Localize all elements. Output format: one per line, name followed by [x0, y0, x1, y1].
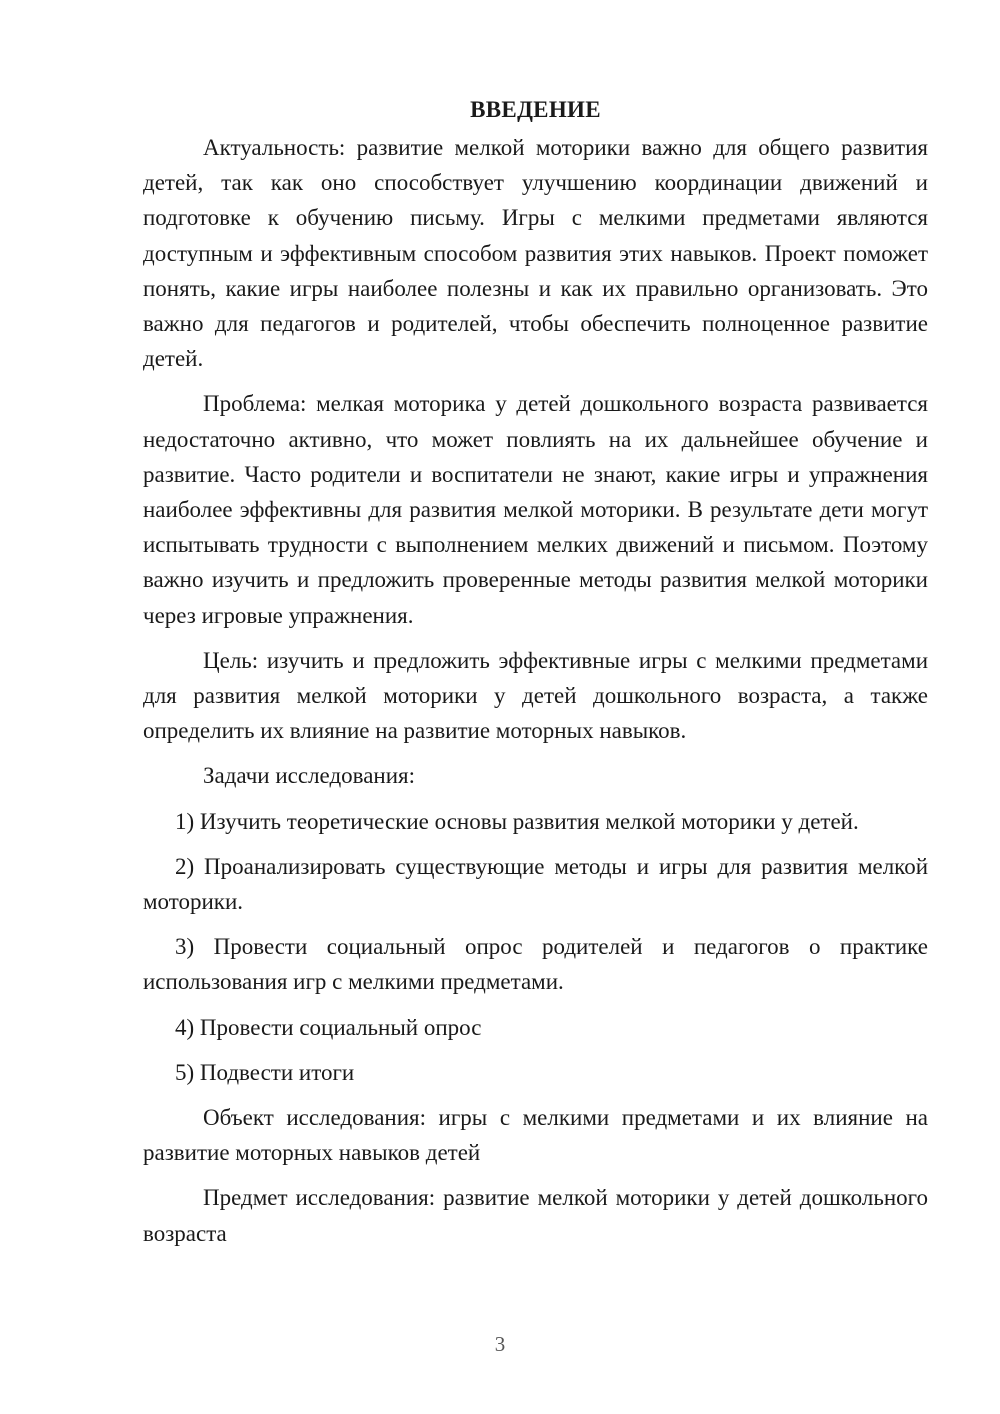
research-object-paragraph: Объект исследования: игры с мелкими предметами и их влияние на развитие моторных навыков детей — [143, 1105, 928, 1166]
task-item: 2) Проанализировать существующие методы и игры для развития мелкой моторики. — [143, 853, 928, 915]
research-subject-paragraph: Предмет исследования: развитие мелкой моторики у детей дошкольного возраста — [143, 1185, 928, 1246]
task-item: 3) Провести социальный опрос родителей и педагогов о практике использования игр с мелкими предметами. — [143, 934, 928, 995]
problem-paragraph: Проблема: мелкая моторика у детей дошкольного возраста развивается недостаточно активно, что может повлиять на их дальнейшее обучение и развитие. Часто родители и воспитатели не знают, какие игры и упражнения наиболее эффективны для развития мелкой моторики. В результате дети могут испытывать трудности с выполнением мелких движений и письмом. Поэтому важно изучить и предложить проверенные методы развития мелкой моторики через игровые упражнения. — [143, 391, 928, 628]
task-item: 1) Изучить теоретические основы развития мелкой моторики у детей. — [175, 808, 859, 834]
goal-paragraph: Цель: изучить и предложить эффективные игры с мелкими предметами для развития мелкой моторики у детей дошкольного возраста, а также определить их влияние на развитие моторных навыков. — [143, 647, 928, 744]
page-title: ВВЕДЕНИЕ — [470, 97, 601, 122]
page-number: 3 — [494, 1332, 506, 1356]
task-item: 4) Провести социальный опрос — [175, 1014, 482, 1040]
document-page — [143, 92, 928, 1261]
relevance-paragraph: Актуальность: развитие мелкой моторики важно для общего развития детей, так как оно способствует улучшению координации движений и подготовке к обучению письму. Игры с мелкими предметами являются доступным и эффективным способом развития этих навыков. Проект поможет понять, какие игры наиболее полезны и как их правильно организовать. Это важно для педагогов и родителей, чтобы обеспечить полноценное развитие детей. — [143, 135, 928, 372]
tasks-heading: Задачи исследования: — [203, 763, 416, 789]
task-item: 5) Подвести итоги — [175, 1059, 355, 1085]
